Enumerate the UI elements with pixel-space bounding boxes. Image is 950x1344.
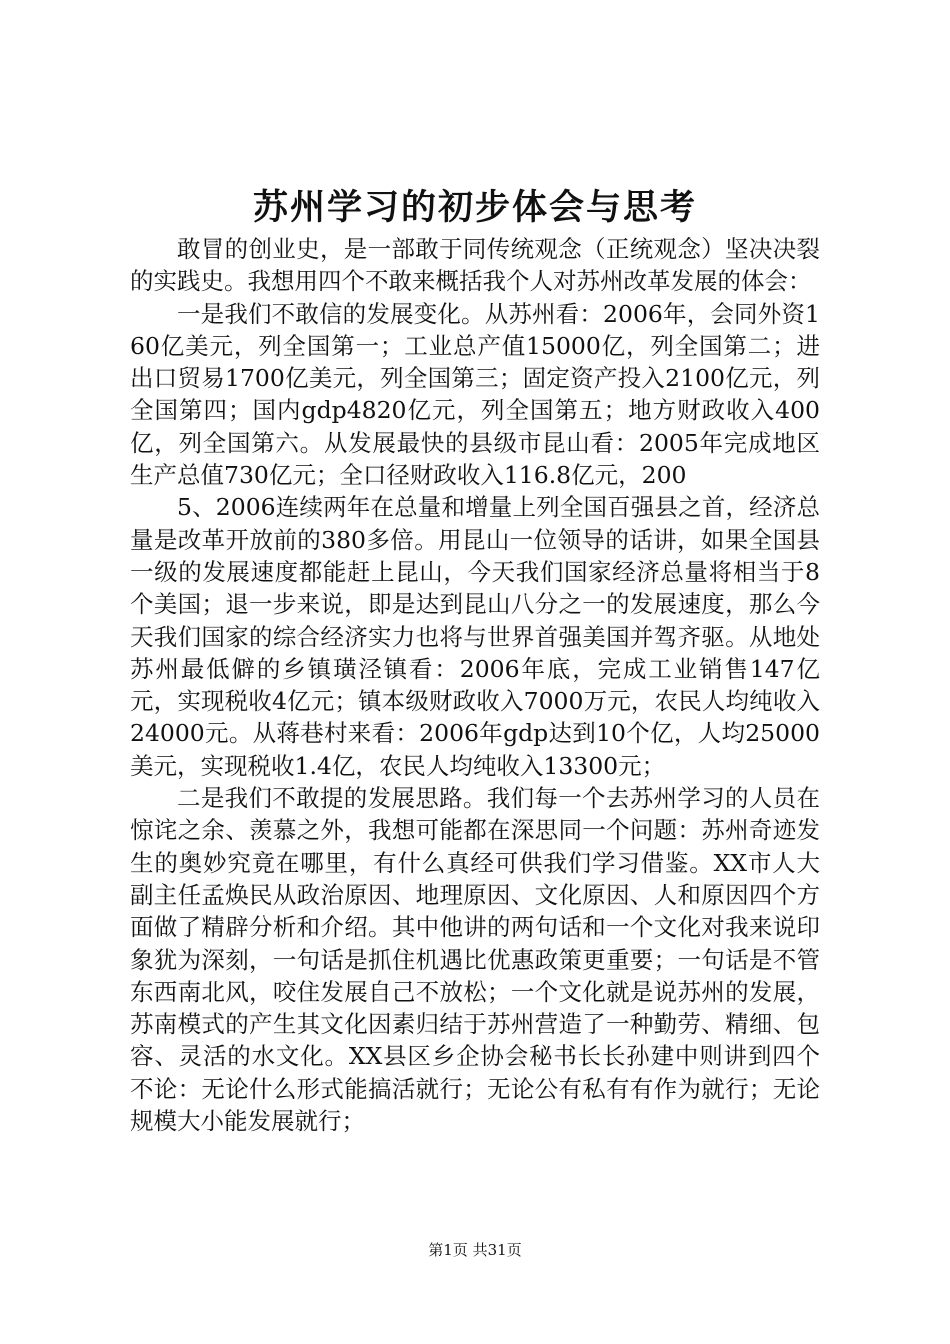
document-body — [130, 233, 820, 1137]
paragraph-point-one: 一是我们不敢信的发展变化。从苏州看：2006年，会同外资160亿美元，列全国第一；工业总产值15000亿，列全国第二；进出口贸易1700亿美元，列全国第三；固定资产投入2100亿元，列全国第四；国内gdp4820亿元，列全国第五；地方财政收入400亿，列全国第六。从发展最快的县级市昆山看：2005年完成地区生产总值730亿元；全口径财政收入116.8亿元，200 — [130, 299, 820, 490]
page-number-footer: 第1页 共31页 — [428, 1241, 522, 1259]
document-title: 苏州学习的初步体会与思考 — [252, 187, 697, 228]
paragraph-point-one-continued: 5、2006连续两年在总量和增量上列全国百强县之首，经济总量是改革开放前的380多倍。用昆山一位领导的话讲，如果全国县一级的发展速度都能赶上昆山，今天我们国家经济总量将相当于8个美国；退一步来说，即是达到昆山八分之一的发展速度，那么今天我们国家的综合经济实力也将与世界首强美国并驾齐驱。从地处苏州最低僻的乡镇璜泾镇看：2006年底，完成工业销售147亿元，实现税收4亿元；镇本级财政收入7000万元，农民人均纯收入24000元。从蒋巷村来看：2006年gdp达到10个亿，人均25000美元，实现税收1.4亿，农民人均纯收入13300元； — [130, 493, 820, 780]
paragraph-point-two: 二是我们不敢提的发展思路。我们每一个去苏州学习的人员在惊诧之余、羡慕之外，我想可能都在深思同一个问题：苏州奇迹发生的奥妙究竟在哪里，有什么真经可供我们学习借鉴。XX市人大副主任孟焕民从政治原因、地理原因、文化原因、人和原因四个方面做了精辟分析和介绍。其中他讲的两句话和一个文化对我来说印象犹为深刻，一句话是抓住机遇比优惠政策更重要；一句话是不管东西南北风，咬住发展自己不放松；一个文化就是说苏州的发展，苏南模式的产生其文化因素归结于苏州营造了一种勤劳、精细、包容、灵活的水文化。XX县区乡企协会秘书长长孙建中则讲到四个不论：无论什么形式能搞活就行；无论公有私有有作为就行；无论规模大小能发展就行； — [130, 784, 820, 1136]
paragraph-intro: 敢冒的创业史，是一部敢于同传统观念（正统观念）坚决决裂的实践史。我想用四个不敢来概括我个人对苏州改革发展的体会： — [130, 235, 820, 296]
